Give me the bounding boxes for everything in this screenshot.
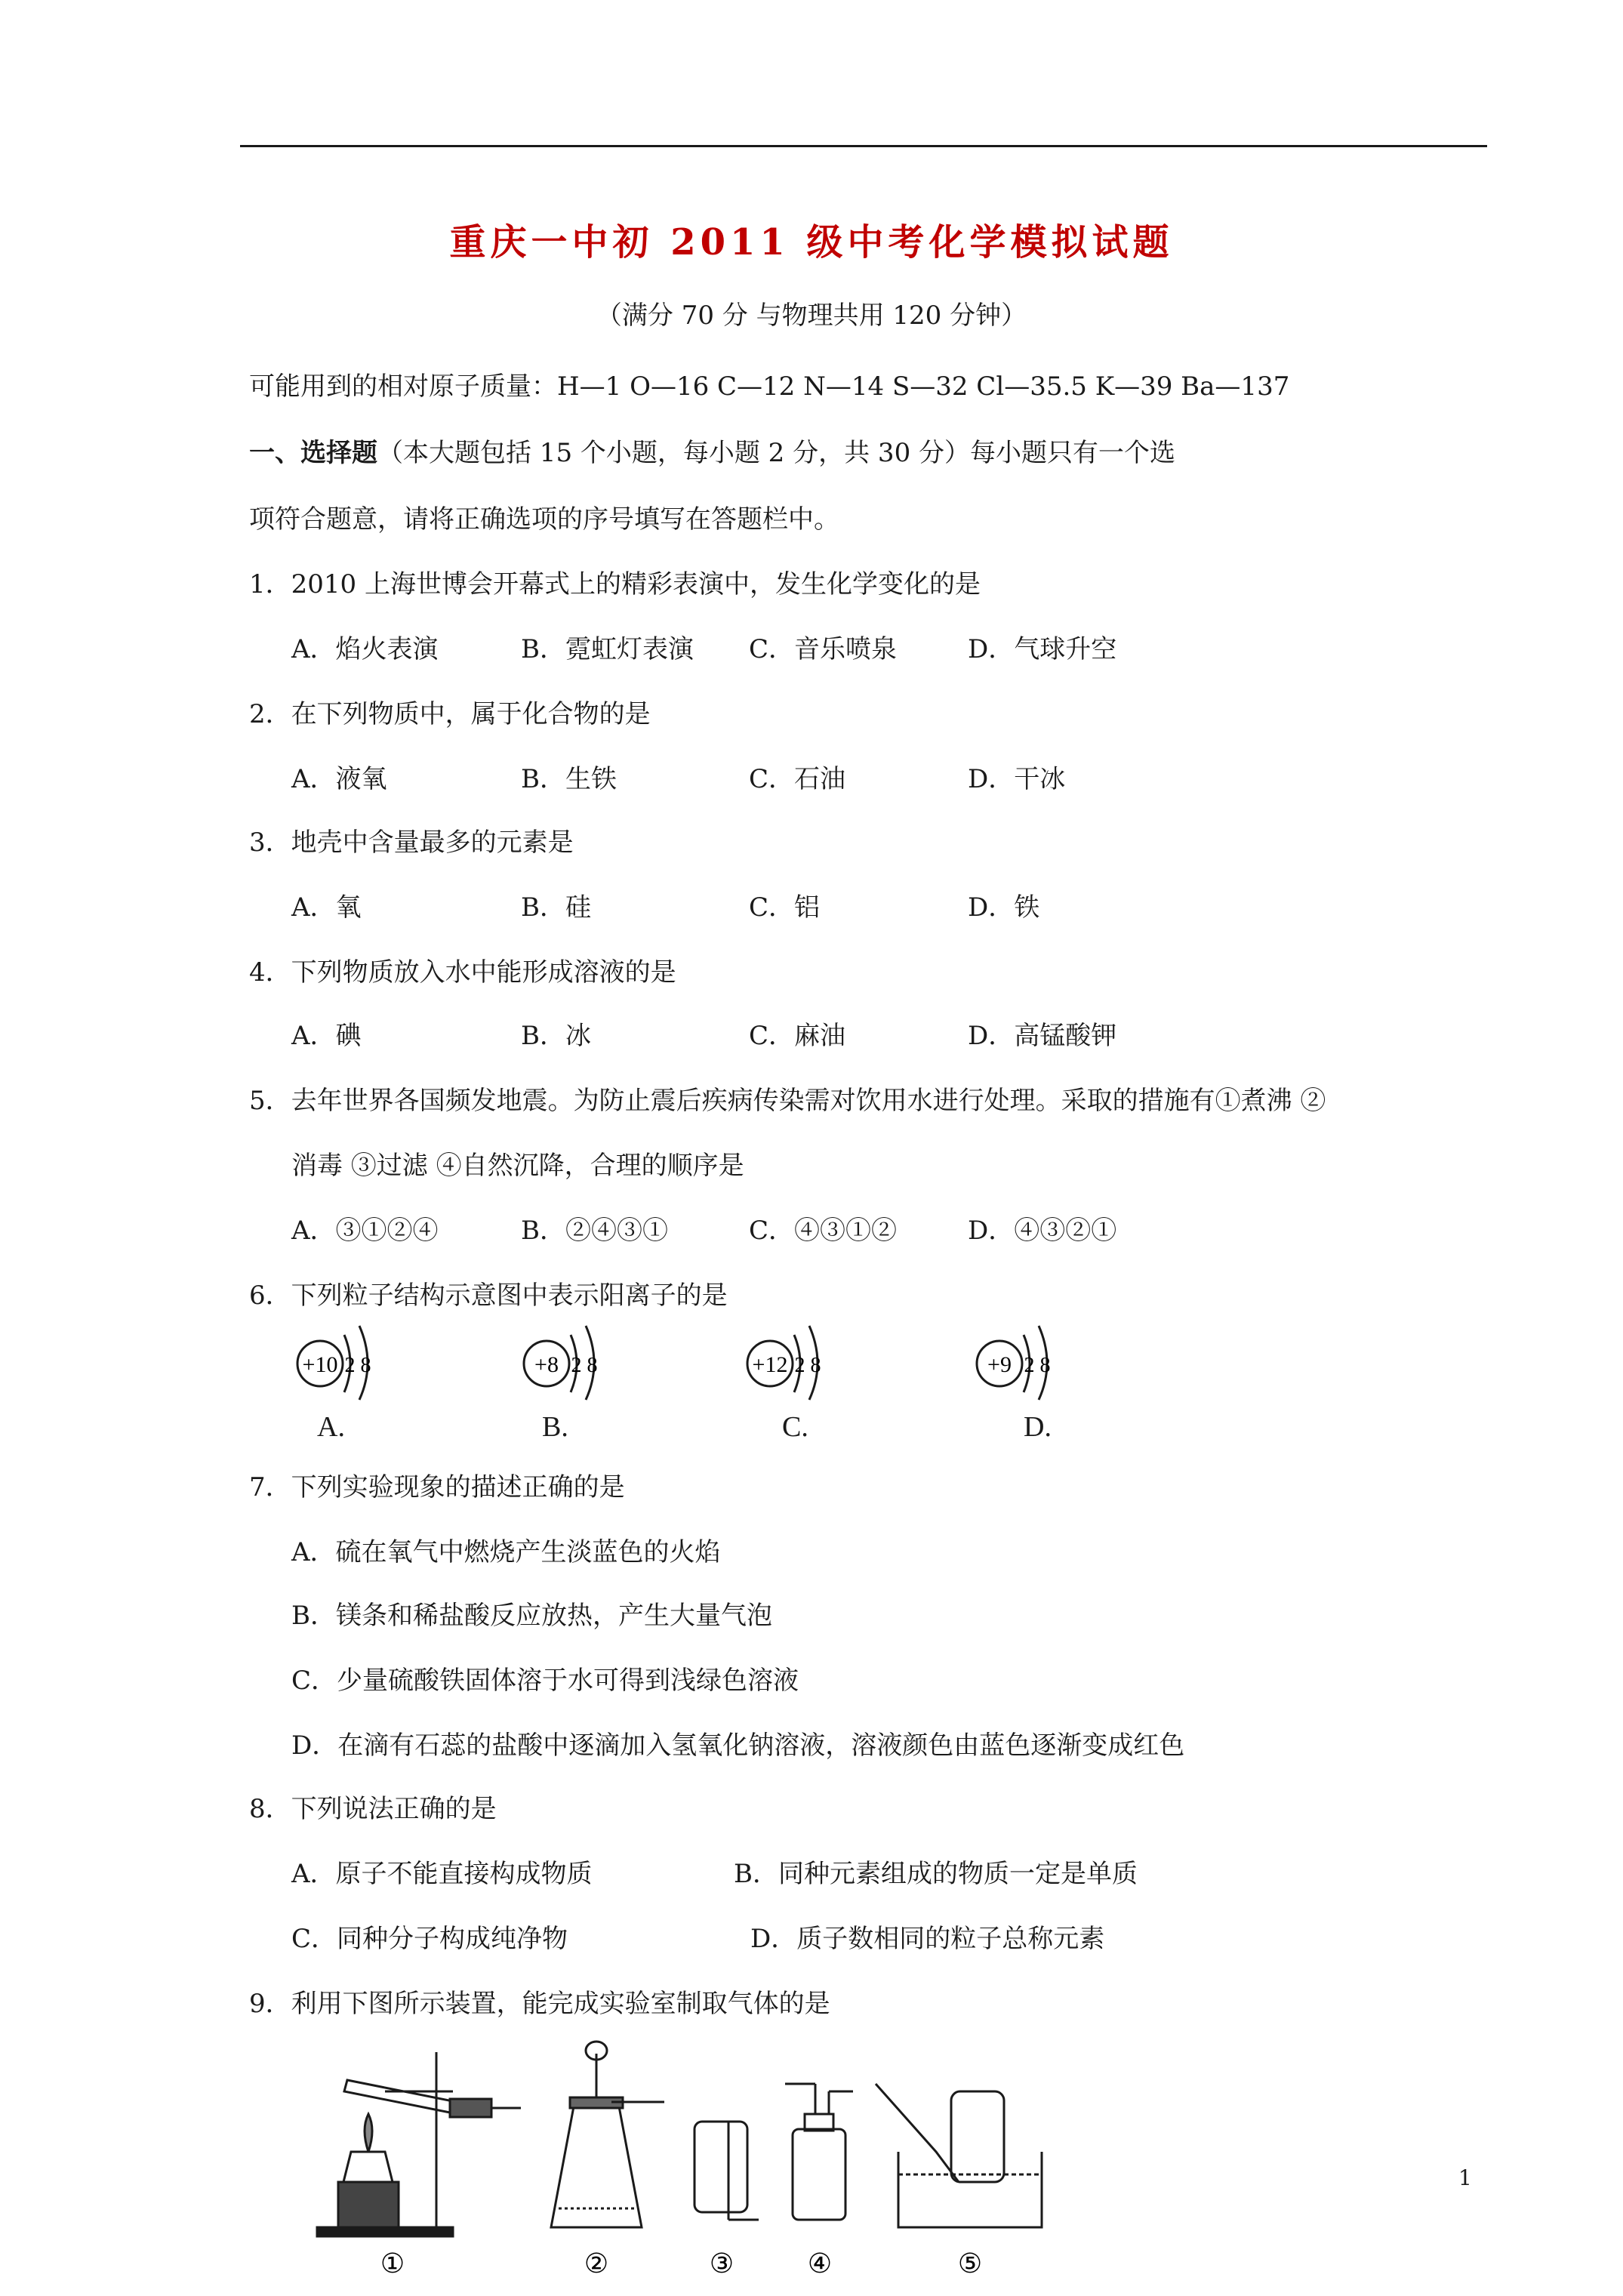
shell-electrons: 2 8 — [1024, 1354, 1051, 1377]
ion-label-b: B. — [542, 1411, 568, 1443]
apparatus-3 — [694, 2122, 759, 2220]
shell-electrons: 2 8 — [344, 1354, 371, 1377]
exam-subtitle: （满分 70 分 与物理共用 120 分钟） — [596, 300, 1027, 331]
nucleus-charge: +10 — [302, 1352, 338, 1377]
option-b: B．冰 — [521, 1021, 591, 1051]
question-stem: 4．下列物质放入水中能形成溶液的是 — [249, 957, 676, 988]
option-b: B．生铁 — [521, 764, 617, 794]
option-c: C．少量硫酸铁固体溶于水可得到浅绿色溶液 — [291, 1666, 799, 1696]
apparatus-5 — [876, 2084, 1042, 2227]
apparatus-1 — [317, 2052, 521, 2236]
apparatus-4 — [785, 2084, 853, 2220]
nucleus-charge: +8 — [534, 1352, 559, 1377]
section-heading-line — [249, 438, 1175, 468]
option-d: D．质子数相同的粒子总称元素 — [750, 1924, 1105, 1954]
ion-diagram-b — [516, 1318, 607, 1401]
option-d: D．干冰 — [968, 764, 1066, 794]
apparatus-label: ② — [584, 2248, 609, 2279]
ion-label-d: D. — [1024, 1411, 1052, 1443]
option-c: C．音乐喷泉 — [749, 634, 898, 664]
option-d: D．高锰酸钾 — [968, 1021, 1117, 1051]
option-c: C．麻油 — [749, 1021, 846, 1051]
section-description-2: 项符合题意，请将正确选项的序号填写在答题栏中。 — [249, 504, 839, 535]
ion-diagram-c — [740, 1318, 830, 1401]
option-a: A．硫在氧气中燃烧产生淡蓝色的火焰 — [291, 1537, 721, 1567]
option-d: D．在滴有石蕊的盐酸中逐滴加入氢氧化钠溶液，溶液颜色由蓝色逐渐变成红色 — [291, 1730, 1185, 1761]
option-a: A．焰火表演 — [291, 634, 439, 664]
question-stem: 3．地壳中含量最多的元素是 — [249, 827, 574, 858]
apparatus-label: ④ — [807, 2248, 833, 2279]
option-c: C．石油 — [749, 764, 846, 794]
nucleus-charge: +12 — [752, 1352, 788, 1377]
question-stem-continued: 消毒 ③过滤 ④自然沉降，合理的顺序是 — [291, 1151, 744, 1181]
question-stem: 2．在下列物质中，属于化合物的是 — [249, 699, 651, 729]
apparatus-label: ③ — [709, 2248, 735, 2279]
ion-diagram-a — [290, 1318, 380, 1401]
section-heading: 一、选择题 — [249, 438, 377, 468]
option-a: A．③①②④ — [291, 1216, 439, 1246]
question-stem: 6．下列粒子结构示意图中表示阳离子的是 — [249, 1281, 728, 1311]
lab-apparatus-figure — [294, 2039, 1049, 2280]
option-b: B．②④③① — [521, 1216, 668, 1246]
nucleus-charge: +9 — [987, 1352, 1012, 1377]
question-stem: 7．下列实验现象的描述正确的是 — [249, 1472, 625, 1502]
shell-electrons: 2 8 — [794, 1354, 821, 1377]
option-b: B．硅 — [521, 892, 591, 923]
question-stem: 8．下列说法正确的是 — [249, 1794, 497, 1824]
page-number: 1 — [1458, 2165, 1472, 2190]
apparatus-label: ① — [380, 2248, 405, 2279]
option-b: B．霓虹灯表演 — [521, 634, 694, 664]
atomic-masses: 可能用到的相对原子质量：H—1 O—16 C—12 N—14 S—32 Cl—35.5 K—39 Ba—137 — [249, 371, 1290, 402]
option-d: D．④③②① — [968, 1216, 1117, 1246]
option-d: D．铁 — [968, 892, 1040, 923]
option-a: A．氧 — [291, 892, 362, 923]
apparatus-label: ⑤ — [957, 2248, 983, 2279]
ion-label-c: C. — [782, 1411, 808, 1443]
option-a: A．碘 — [291, 1021, 362, 1051]
option-d: D．气球升空 — [968, 634, 1117, 664]
question-stem: 5．去年世界各国频发地震。为防止震后疾病传染需对饮用水进行处理。采取的措施有①煮沸 ② — [249, 1086, 1326, 1116]
option-c: C．④③①② — [749, 1216, 898, 1246]
option-b: B．镁条和稀盐酸反应放热，产生大量气泡 — [291, 1601, 772, 1631]
option-c: C．铝 — [749, 892, 821, 923]
option-b: B．同种元素组成的物质一定是单质 — [734, 1859, 1138, 1889]
exam-title: 重庆一中初 2011 级中考化学模拟试题 — [449, 221, 1174, 264]
header-rule — [240, 145, 1487, 147]
option-c: C．同种分子构成纯净物 — [291, 1924, 568, 1954]
shell-electrons: 2 8 — [571, 1354, 598, 1377]
apparatus-2 — [551, 2042, 664, 2227]
option-a: A．原子不能直接构成物质 — [291, 1859, 593, 1889]
question-stem: 9．利用下图所示装置，能完成实验室制取气体的是 — [249, 1989, 830, 2019]
option-a: A．液氧 — [291, 764, 387, 794]
question-stem: 1．2010 上海世博会开幕式上的精彩表演中，发生化学变化的是 — [249, 569, 981, 599]
ion-label-a: A. — [317, 1411, 345, 1443]
ion-diagram-d — [969, 1318, 1060, 1401]
section-description: （本大题包括 15 个小题，每小题 2 分，共 30 分）每小题只有一个选 — [377, 438, 1176, 468]
